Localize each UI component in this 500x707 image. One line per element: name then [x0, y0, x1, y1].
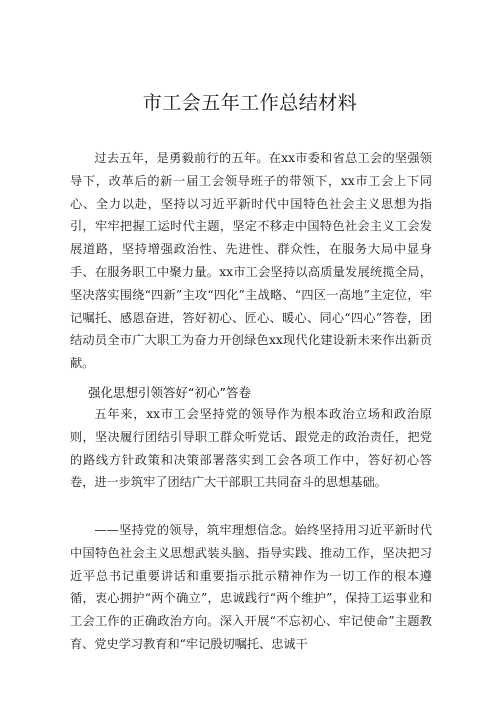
section-paragraph: 五年来，xx市工会坚持党的领导作为根本政治立场和政治原则，坚决履行团结引导职工群众听党话、跟党走的政治责任，把党的路线方针政策和决策部署落实到工会各项工作中，答好初心答卷，进一步筑牢了团结广大干部职工共同奋斗的思想基础。 — [70, 407, 432, 490]
document-title: 市工会五年工作总结材料 — [142, 92, 358, 114]
intro-paragraph: 过去五年，是勇毅前行的五年。在xx市委和省总工会的坚强领导下，改革后的新一届工会领导班子的带领下，xx市工会上下同心、全力以赴，坚持以习近平新时代中国特色社会主义思想为指引，牢牢把握工运时代主题，坚定不移走中国特色社会主义工会发展道路，坚持增强政治性、先进性、群众性，在服务大局中显身手、在服务职工中聚力量。xx市工会坚持以高质量发展统揽全局，坚决落实围绕“四新”主攻“四化”主战略、“四区一高地”主定位，牢记嘱托、感恩奋进，答好初心、匠心、暖心、同心“四心”答卷，团结动员全市广大职工为奋力开创绿色xx现代化建设新未来作出新贡献。 — [70, 151, 432, 371]
section-paragraph: ——坚持党的领导，筑牢理想信念。始终坚持用习近平新时代中国特色社会主义思想武装头脑、指导实践、推动工作，坚决把习近平总书记重要讲话和重要指示批示精神作为一切工作的根本遵循，衷心拥护“两个确立”，忠诚践行“两个维护”，保持工运事业和工会工作的正确政治方向。深入开展“不忘初心、牢记使命”主题教育、党史学习教育和“牢记殷切嘱托、忠诚干 — [70, 523, 432, 651]
section-heading: 强化思想引领答好“初心”答卷 — [88, 385, 251, 400]
